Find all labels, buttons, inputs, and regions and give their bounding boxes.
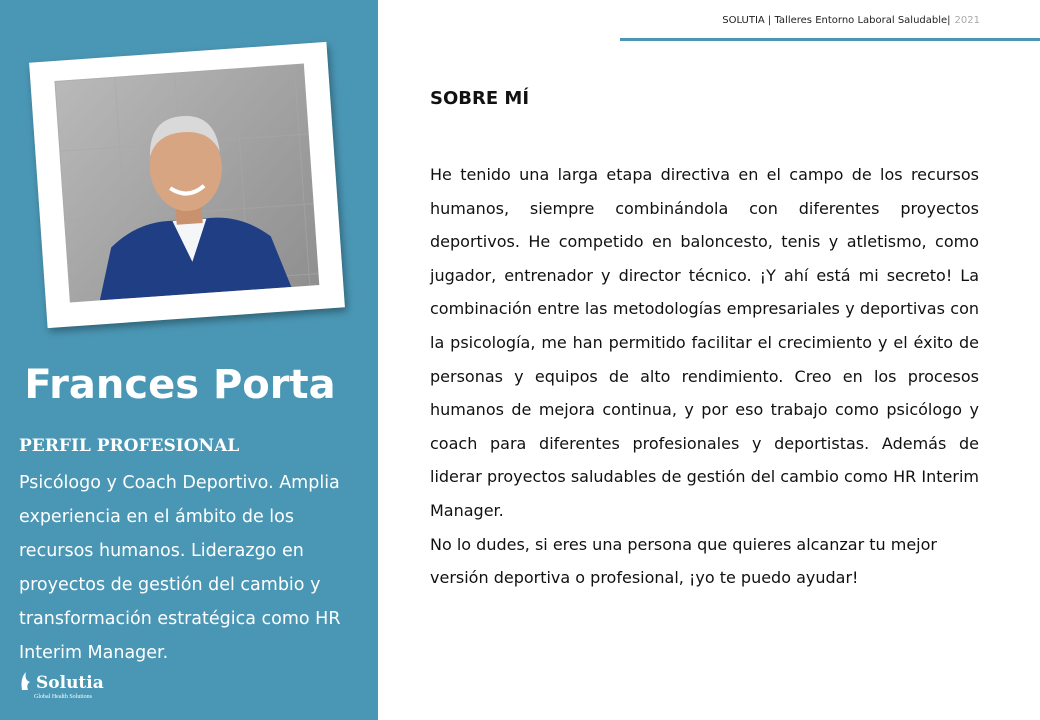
- header-text: SOLUTIA | Talleres Entorno Laboral Saludable|: [722, 15, 951, 26]
- about-paragraph-1: He tenido una larga etapa directiva en el campo de los recursos humanos, siempre combinándola con diferentes proyectos deportivos. He competido en baloncesto, tenis y atletismo, como jugador, entrenador y director técnico. ¡Y ahí está mi secreto! La combinación entre las metodologías empresariales y deportivas con la psicología, me han permitido facilitar el crecimiento y el éxito de personas y equipos de alto rendimiento. Creo en los procesos humanos de mejora continua, y por eso trabajo como psicólogo y coach para diferentes profesionales y deportistas. Además de liderar proyectos saludables de gestión del cambio como HR Interim Manager.: [430, 165, 979, 520]
- profile-heading: PERFIL PROFESIONAL: [19, 436, 240, 456]
- solutia-logo: [20, 670, 104, 700]
- wing-icon: [20, 670, 34, 692]
- photo-frame: [29, 42, 345, 328]
- page-header: [722, 15, 980, 26]
- about-text: [430, 158, 979, 595]
- section-title: SOBRE MÍ: [430, 88, 530, 109]
- header-divider: [620, 38, 1040, 41]
- profile-photo: [54, 64, 319, 303]
- about-paragraph-2: No lo dudes, si eres una persona que quieres alcanzar tu mejor versión deportiva o profesional, ¡yo te puedo ayudar!: [430, 534, 937, 588]
- logo-text: Solutia: [36, 673, 104, 693]
- header-year: 2021: [954, 15, 980, 26]
- profile-sidebar: [0, 0, 378, 720]
- profile-description: Psicólogo y Coach Deportivo. Amplia experiencia en el ámbito de los recursos humanos. Liderazgo en proyectos de gestión del cambio y transformación estratégica como HR Interim Manager.: [19, 473, 341, 663]
- person-name: Frances Porta: [24, 362, 336, 408]
- logo-tagline: Global Health Solutions: [34, 694, 92, 700]
